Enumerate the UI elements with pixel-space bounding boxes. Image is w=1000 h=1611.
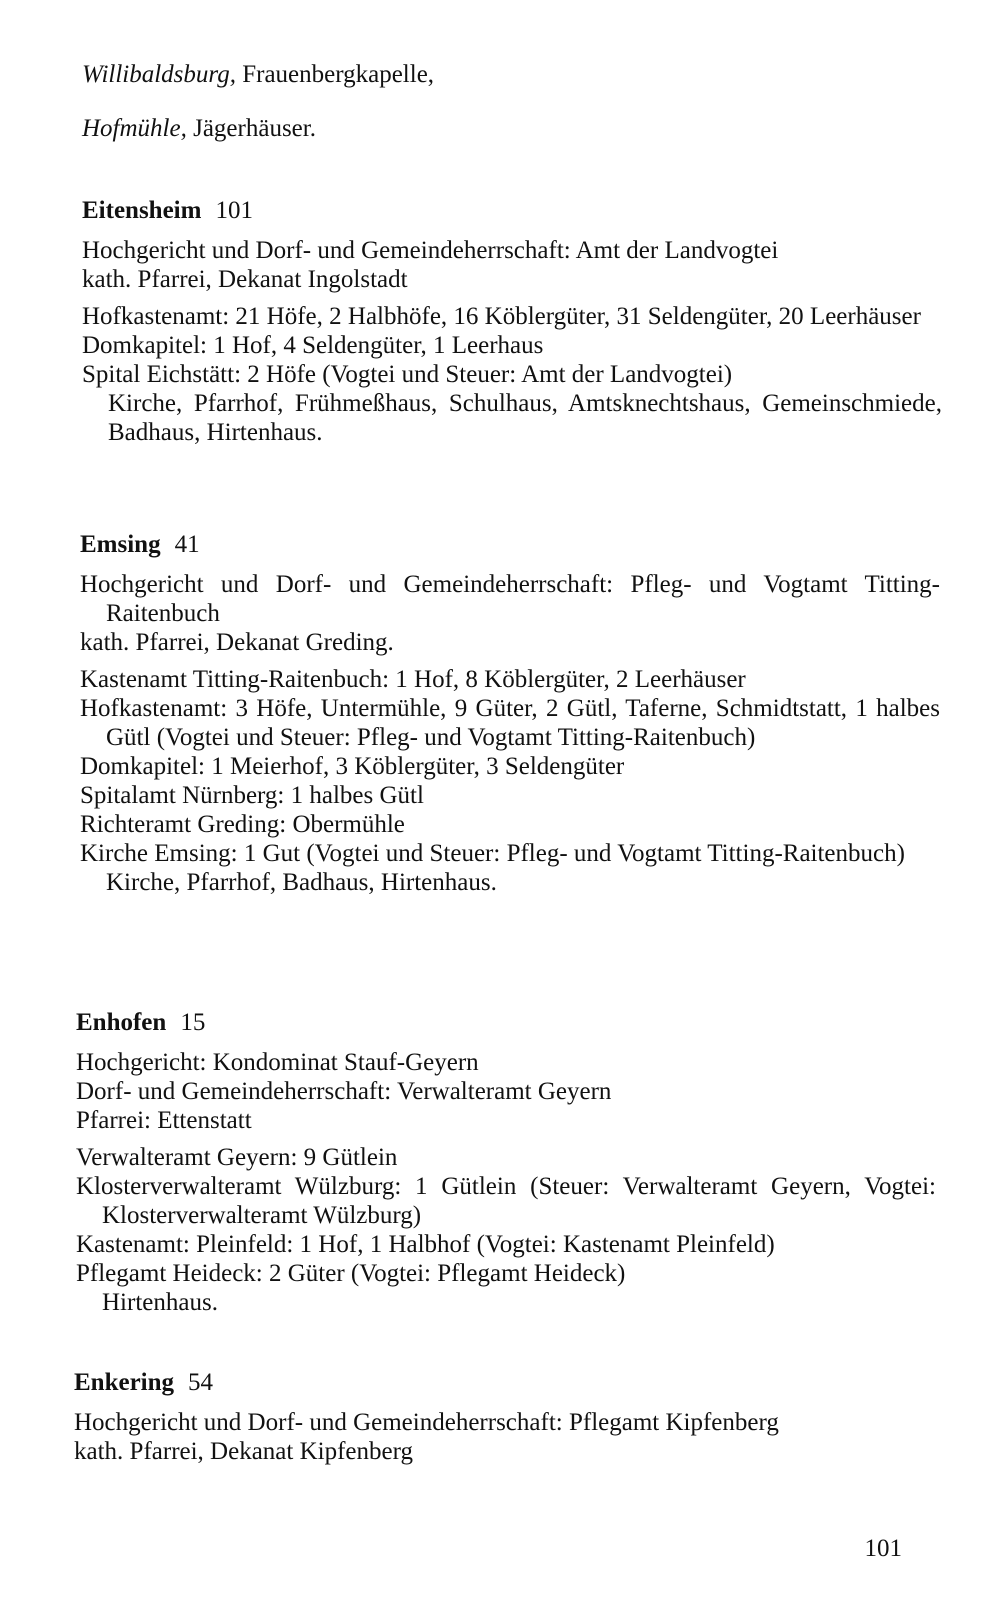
entry-line: Domkapitel: 1 Meierhof, 3 Köblergüter, 3 Seldengüter — [80, 753, 625, 780]
entry-heading — [82, 196, 942, 226]
entry-line: Kirche Emsing: 1 Gut (Vogtei und Steuer: Pfleg- und Vogtamt Titting-Raitenbuch) — [80, 840, 905, 867]
entry-line: Kirche, Pfarrhof, Badhaus, Hirtenhaus. — [106, 869, 497, 896]
entry-emsing — [80, 530, 940, 897]
entry-line: Klosterverwalteramt Wülzburg: 1 Gütlein (Steuer: Verwalteramt Geyern, Vogtei: Klosterverwalteramt Wülzburg) — [76, 1173, 936, 1229]
entry-line: Hochgericht und Dorf- und Gemeindeherrschaft: Pflegamt Kipfenberg — [74, 1409, 779, 1436]
entry-enhofen — [76, 1008, 936, 1317]
intro-text: Jägerhäuser. — [186, 115, 316, 142]
entry-line: Hirtenhaus. — [102, 1289, 218, 1316]
intro-block — [82, 60, 942, 168]
intro-text: Frauenbergkapelle, — [235, 61, 435, 88]
entry-line: kath. Pfarrei, Dekanat Greding. — [80, 629, 394, 656]
intro-italic: Hofmühle, — [82, 115, 187, 142]
entry-line: Kirche, Pfarrhof, Frühmeßhaus, Schulhaus, Amtsknechtshaus, Gemeinschmiede, Badhaus, Hirtenhaus. — [108, 390, 942, 446]
entry-line: kath. Pfarrei, Dekanat Kipfenberg — [74, 1438, 413, 1465]
entry-line: Hochgericht: Kondominat Stauf-Geyern — [76, 1049, 479, 1076]
entry-line: Richteramt Greding: Obermühle — [80, 811, 405, 838]
paragraph-gap — [80, 657, 940, 665]
entry-line: Hofkastenamt: 3 Höfe, Untermühle, 9 Güter, 2 Gütl, Taferne, Schmidtstatt, 1 halbes Gütl (Vogtei und Steuer: Pfleg- und Vogtamt Titting-Raitenbuch) — [80, 695, 940, 751]
entry-line: kath. Pfarrei, Dekanat Ingolstadt — [82, 266, 408, 293]
place-name: Emsing — [80, 531, 161, 558]
intro-line — [82, 60, 942, 90]
place-name: Eitensheim — [82, 197, 202, 224]
paragraph-gap — [76, 1135, 936, 1143]
paragraph-gap — [82, 294, 942, 302]
entry-line: Domkapitel: 1 Hof, 4 Seldengüter, 1 Leerhaus — [82, 332, 544, 359]
entry-line: Spitalamt Nürnberg: 1 halbes Gütl — [80, 782, 424, 809]
intro-line — [82, 114, 942, 144]
place-number: 41 — [174, 531, 200, 558]
page-number: 101 — [864, 1535, 902, 1562]
entry-line: Hochgericht und Dorf- und Gemeindeherrschaft: Pfleg- und Vogtamt Titting-Raitenbuch — [80, 571, 940, 627]
entry-enkering — [74, 1368, 934, 1466]
place-number: 54 — [188, 1369, 214, 1396]
entry-heading — [74, 1368, 934, 1398]
place-number: 15 — [180, 1009, 206, 1036]
entry-line: Kastenamt Titting-Raitenbuch: 1 Hof, 8 Köblergüter, 2 Leerhäuser — [80, 666, 746, 693]
entry-line: Verwalteramt Geyern: 9 Gütlein — [76, 1144, 398, 1171]
entry-line: Hofkastenamt: 21 Höfe, 2 Halbhöfe, 16 Köblergüter, 31 Seldengüter, 20 Leerhäuser — [82, 303, 921, 330]
place-name: Enhofen — [76, 1009, 167, 1036]
entry-line: Dorf- und Gemeindeherrschaft: Verwalteramt Geyern — [76, 1078, 612, 1105]
intro-italic: Willibaldsburg, — [82, 61, 236, 88]
entry-line: Pfarrei: Ettenstatt — [76, 1107, 252, 1134]
entry-line: Hochgericht und Dorf- und Gemeindeherrschaft: Amt der Landvogtei — [82, 237, 779, 264]
entry-heading — [76, 1008, 936, 1038]
entry-eitensheim — [82, 196, 942, 447]
entry-line: Kastenamt: Pleinfeld: 1 Hof, 1 Halbhof (Vogtei: Kastenamt Pleinfeld) — [76, 1231, 775, 1258]
entry-line: Spital Eichstätt: 2 Höfe (Vogtei und Steuer: Amt der Landvogtei) — [82, 361, 733, 388]
entry-line: Pflegamt Heideck: 2 Güter (Vogtei: Pflegamt Heideck) — [76, 1260, 626, 1287]
place-name: Enkering — [74, 1369, 175, 1396]
entry-heading — [80, 530, 940, 560]
place-number: 101 — [215, 197, 253, 224]
